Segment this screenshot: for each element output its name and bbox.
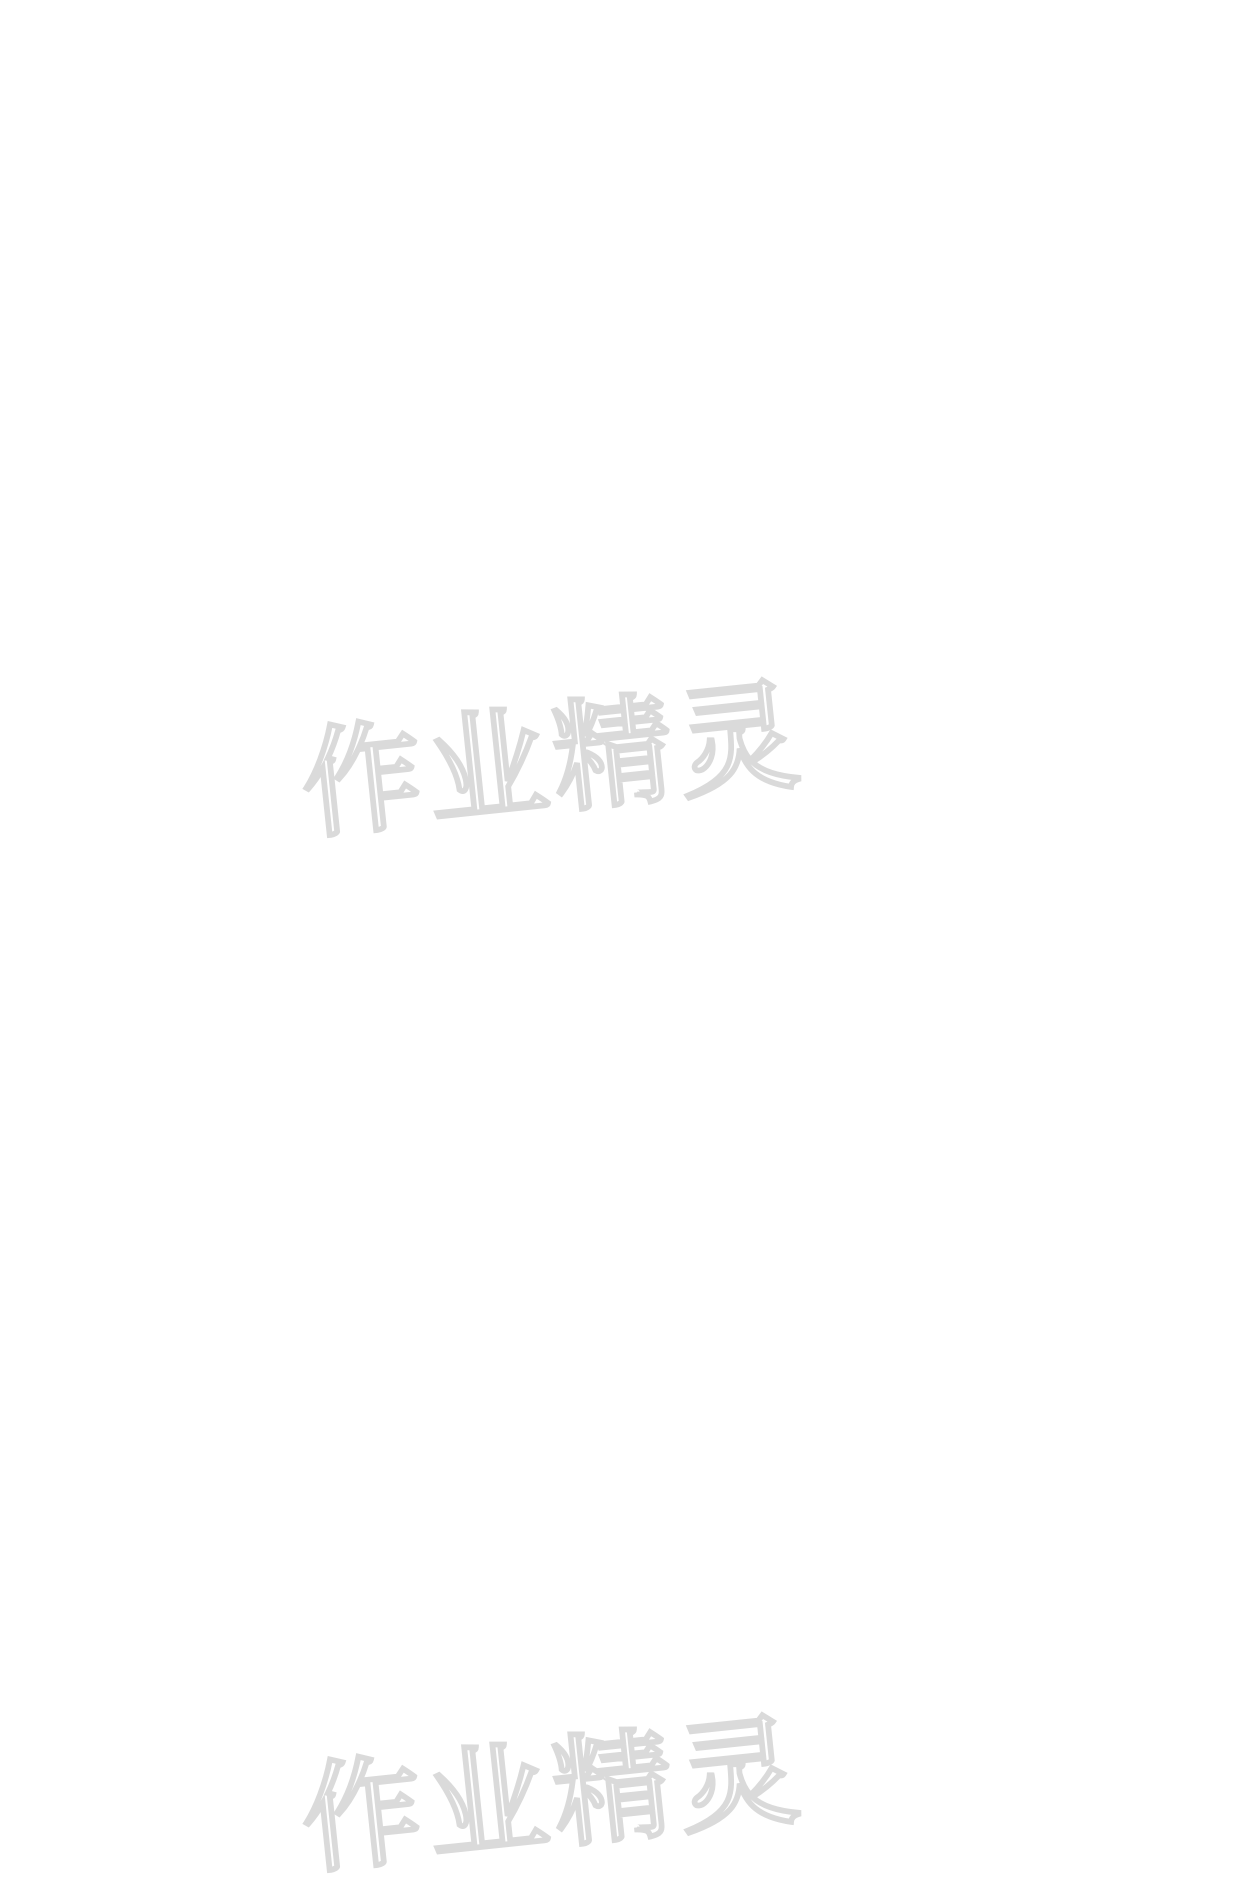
- watermark-logo: 作业精灵: [295, 665, 811, 857]
- watermark-logo: 作业精灵: [295, 1700, 811, 1892]
